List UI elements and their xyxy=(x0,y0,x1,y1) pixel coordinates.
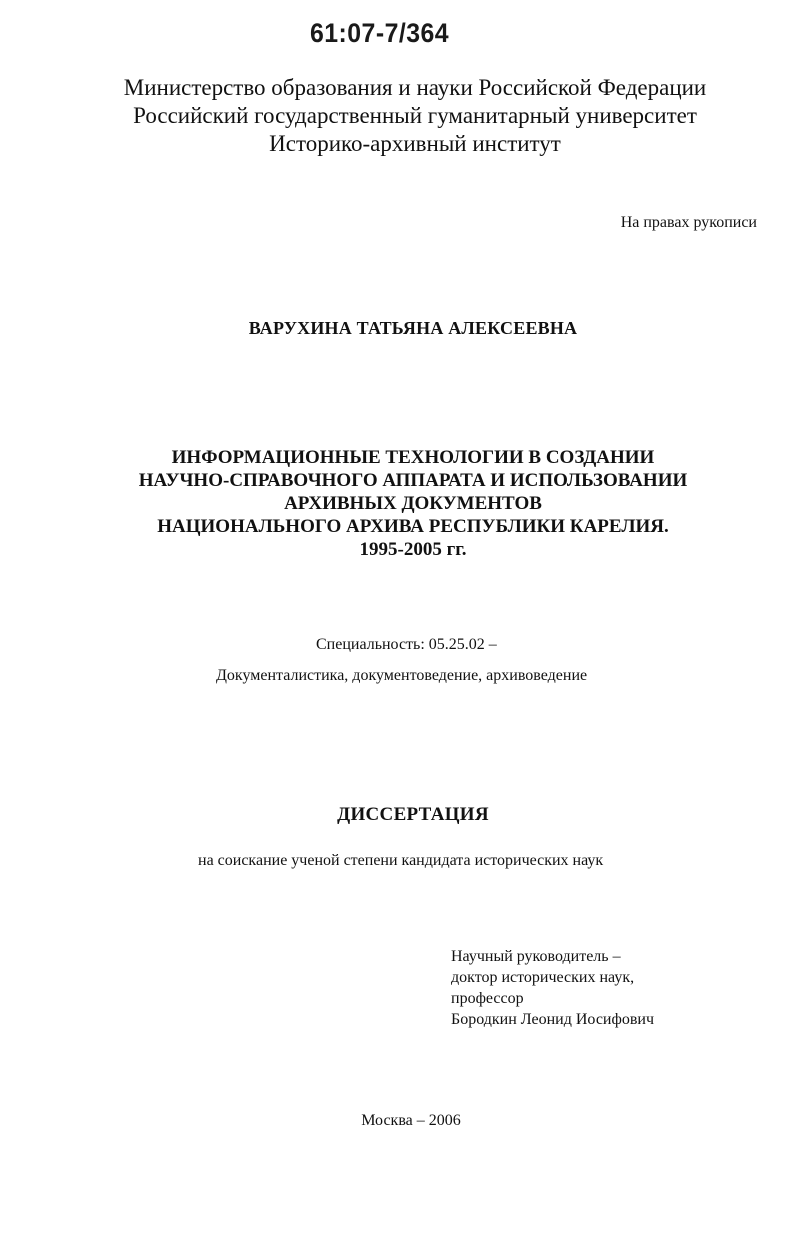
work-type-heading: ДИССЕРТАЦИЯ xyxy=(337,804,489,825)
author-name: ВАРУХИНА ТАТЬЯНА АЛЕКСЕЕВНА xyxy=(248,318,578,338)
institution-header xyxy=(40,74,790,158)
place-and-year: Москва – 2006 xyxy=(361,1112,461,1129)
dissertation-title xyxy=(0,446,793,561)
ministry-line: Министерство образования и науки Российской Федерации xyxy=(123,75,707,100)
supervisor-name: Бородкин Леонид Иосифович xyxy=(451,1011,655,1028)
specialty-code: Специальность: 05.25.02 – xyxy=(316,636,497,653)
title-line: ИНФОРМАЦИОННЫЕ ТЕХНОЛОГИИ В СОЗДАНИИ xyxy=(171,447,655,468)
degree-line: на соискание ученой степени кандидата исторических наук xyxy=(198,852,604,869)
title-years: 1995-2005 гг. xyxy=(359,539,467,560)
title-line: НАЦИОНАЛЬНОГО АРХИВА РЕСПУБЛИКИ КАРЕЛИЯ. xyxy=(157,516,669,537)
archive-stamp-number: 61:07-7/364 xyxy=(310,18,450,48)
title-line: АРХИВНЫХ ДОКУМЕНТОВ xyxy=(284,493,542,514)
supervisor-block xyxy=(451,946,654,1030)
title-line: НАУЧНО-СПРАВОЧНОГО АППАРАТА И ИСПОЛЬЗОВАНИИ xyxy=(138,470,688,491)
university-line: Российский государственный гуманитарный университет xyxy=(133,103,697,128)
supervisor-degree: доктор исторических наук, xyxy=(451,969,635,986)
institute-line: Историко-архивный институт xyxy=(269,131,561,156)
manuscript-rights-note: На правах рукописи xyxy=(620,214,757,231)
specialty-field: Документалистика, документоведение, архивоведение xyxy=(216,667,588,684)
supervisor-role: Научный руководитель – xyxy=(451,948,621,965)
supervisor-rank: профессор xyxy=(451,990,524,1007)
